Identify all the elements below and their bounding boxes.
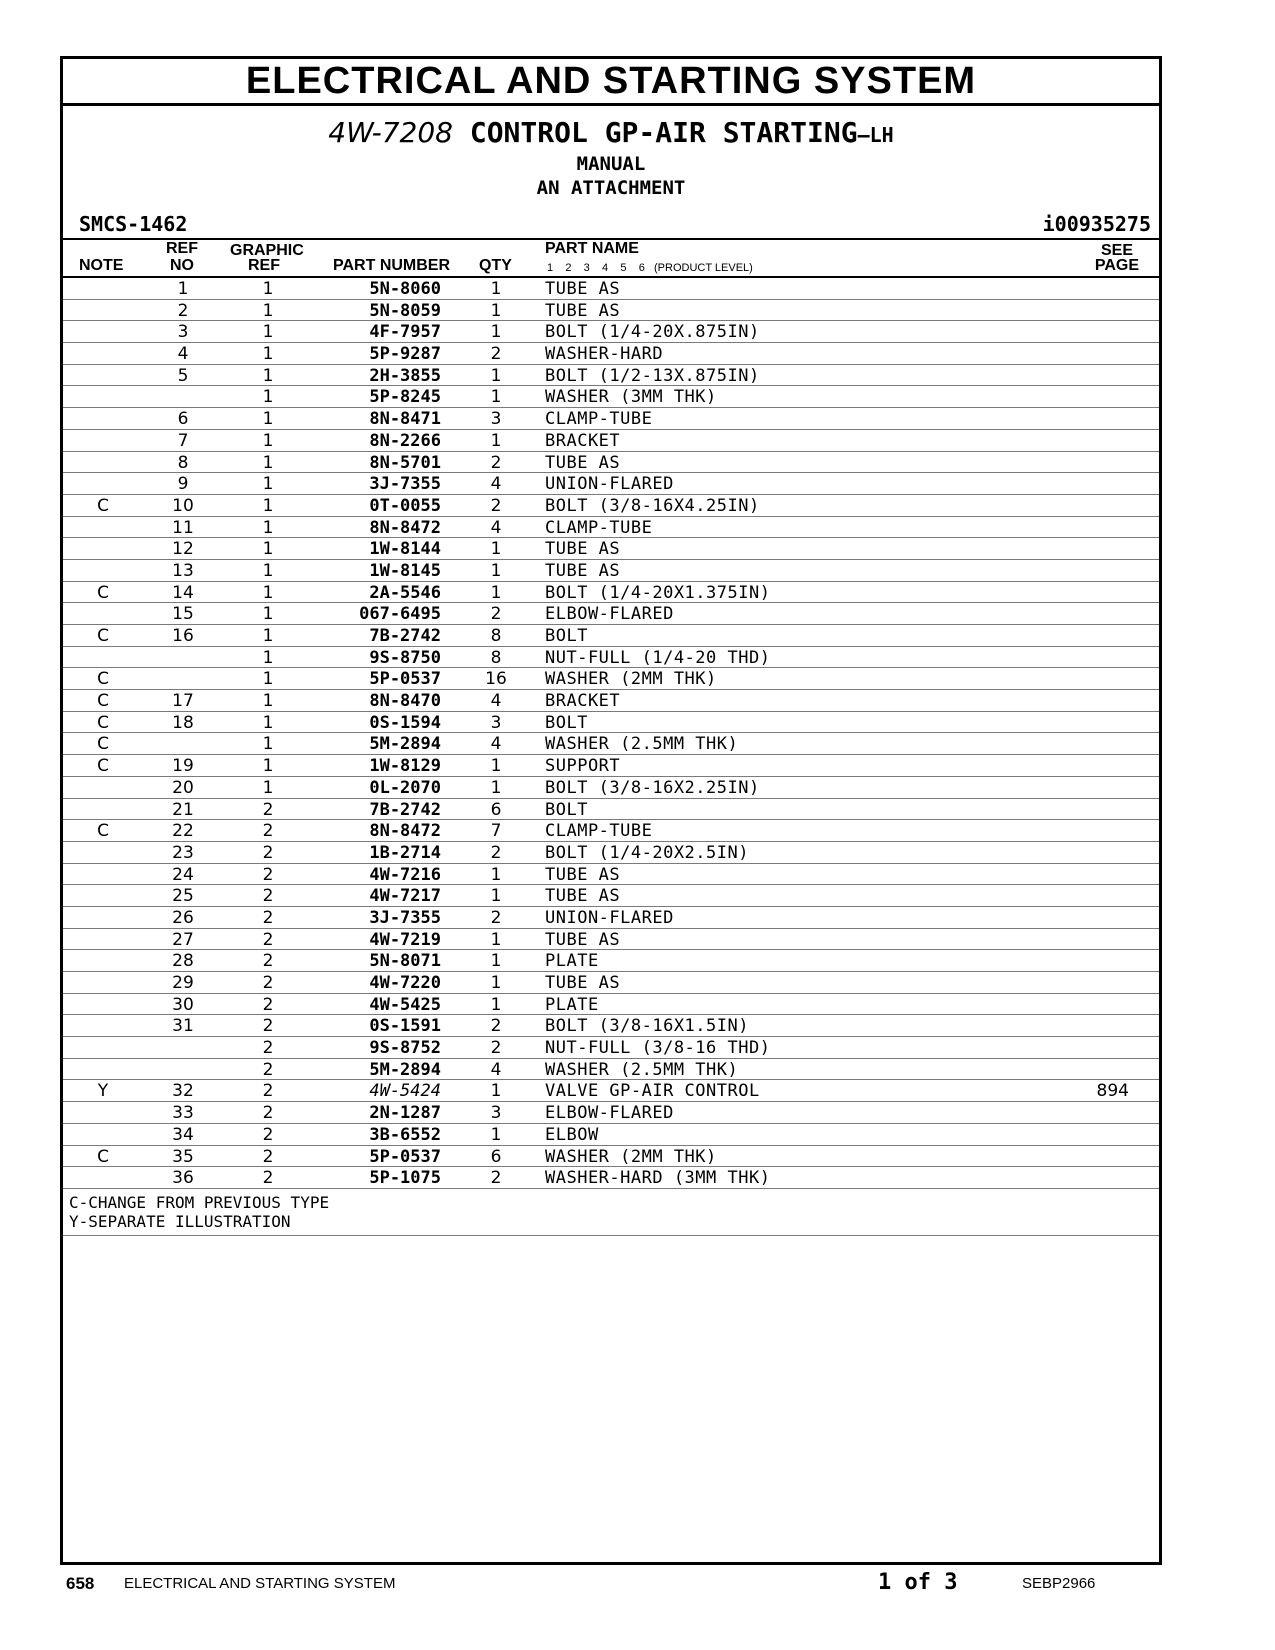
note-cell: C [97, 582, 109, 603]
part-number-cell: 0S-1594 [369, 712, 441, 733]
graphic-ref-cell: 1 [262, 452, 274, 473]
graphic-ref-cell: 2 [262, 1081, 274, 1102]
part-number-cell: 4F-7957 [369, 322, 441, 343]
part-number-cell: 8N-5701 [369, 452, 441, 473]
qty-cell: 1 [490, 929, 502, 950]
graphic-ref-cell: 1 [262, 495, 274, 516]
group-title [63, 116, 1159, 152]
ref-no-cell: 10 [172, 495, 194, 516]
part-number-cell: 5P-9287 [369, 344, 441, 365]
footer-doc: SEBP2966 [1022, 1575, 1096, 1592]
ref-no-cell: 15 [172, 604, 194, 625]
part-name-cell: ELBOW-FLARED [545, 604, 674, 625]
part-name-cell: WASHER (2.5MM THK) [545, 1059, 739, 1080]
ref-no-cell: 21 [172, 799, 194, 820]
table-row [63, 907, 1159, 929]
group-part-number: 4W-7208 [328, 116, 453, 149]
qty-cell: 2 [490, 907, 502, 928]
ref-no-cell: 30 [172, 994, 194, 1015]
table-row [63, 1037, 1159, 1059]
notes-legend [63, 1189, 1159, 1236]
part-number-cell: 7B-2742 [369, 799, 441, 820]
part-number-cell: 7B-2742 [369, 626, 441, 646]
graphic-ref-cell: 1 [262, 647, 274, 668]
note-c: C-CHANGE FROM PREVIOUS TYPE [69, 1192, 330, 1212]
ref-no-cell: 14 [172, 582, 194, 603]
col-note: NOTE [79, 257, 124, 274]
part-name-cell: TUBE AS [545, 973, 621, 993]
part-name-cell: TUBE AS [545, 279, 621, 299]
page-number: 658 [66, 1574, 95, 1593]
graphic-ref-cell: 2 [262, 1016, 274, 1037]
part-number-cell: 9S-8752 [369, 1038, 441, 1059]
table-row [63, 950, 1159, 972]
part-name-cell: BOLT (1/4-20X1.375IN) [545, 582, 771, 603]
page-frame [60, 56, 1162, 1565]
part-name-cell: VALVE GP-AIR CONTROL [545, 1081, 760, 1102]
part-number-cell: 3B-6552 [369, 1124, 441, 1145]
qty-cell: 8 [490, 647, 502, 668]
ref-no-cell: 34 [172, 1124, 194, 1145]
ref-no-cell: 4 [177, 344, 189, 365]
ref-no-cell: 25 [172, 886, 194, 907]
qty-cell: 8 [490, 626, 502, 646]
qty-cell: 2 [490, 1016, 502, 1037]
ref-no-cell: 11 [172, 517, 194, 538]
graphic-ref-cell: 2 [262, 1146, 274, 1167]
graphic-ref-cell: 1 [262, 669, 274, 690]
qty-cell: 4 [490, 734, 502, 755]
graphic-ref-cell: 1 [262, 430, 274, 451]
table-row [63, 799, 1159, 821]
qty-cell: 3 [490, 712, 502, 733]
part-name-cell: PLATE [545, 994, 599, 1015]
part-number-cell: 5N-8060 [369, 279, 441, 299]
smcs-code: SMCS-1462 [79, 212, 188, 236]
table-row [63, 430, 1159, 452]
qty-cell: 2 [490, 452, 502, 473]
graphic-ref-cell: 2 [262, 994, 274, 1015]
part-name-cell: TUBE AS [545, 886, 621, 907]
table-row [63, 343, 1159, 365]
graphic-ref-cell: 1 [262, 322, 274, 343]
note-cell: C [97, 734, 109, 755]
table-row [63, 300, 1159, 322]
table-row [63, 538, 1159, 560]
graphic-ref-cell: 1 [262, 344, 274, 365]
col-graphic-2: REF [248, 257, 280, 274]
table-row [63, 1080, 1159, 1102]
part-number-cell: 1W-8129 [369, 756, 441, 777]
part-name-cell: WASHER (2MM THK) [545, 669, 717, 690]
graphic-ref-cell: 1 [262, 409, 274, 430]
qty-cell: 1 [490, 1081, 502, 1102]
part-number-cell: 5M-2894 [369, 734, 441, 755]
part-name-cell: SUPPORT [545, 756, 621, 777]
part-name-cell: TUBE AS [545, 300, 621, 321]
qty-cell: 2 [490, 1038, 502, 1059]
qty-cell: 1 [490, 582, 502, 603]
table-row [63, 473, 1159, 495]
part-number-cell: 2A-5546 [369, 582, 441, 603]
graphic-ref-cell: 1 [262, 517, 274, 538]
graphic-ref-cell: 1 [262, 691, 274, 712]
qty-cell: 7 [490, 821, 502, 842]
table-row [63, 972, 1159, 994]
part-name-cell: ELBOW [545, 1124, 599, 1145]
table-row [63, 560, 1159, 582]
table-row [63, 1015, 1159, 1037]
qty-cell: 1 [490, 864, 502, 885]
ref-no-cell: 36 [172, 1168, 194, 1189]
qty-cell: 1 [490, 387, 502, 408]
part-number-cell: 4W-5424 [369, 1081, 441, 1102]
part-name-cell: TUBE AS [545, 539, 621, 560]
ref-no-cell: 29 [172, 973, 194, 993]
part-name-cell: NUT-FULL (3/8-16 THD) [545, 1038, 771, 1059]
page-title: ELECTRICAL AND STARTING SYSTEM [63, 59, 1159, 106]
graphic-ref-cell: 1 [262, 626, 274, 646]
part-name-cell: CLAMP-TUBE [545, 517, 653, 538]
graphic-ref-cell: 1 [262, 365, 274, 386]
part-name-cell: TUBE AS [545, 864, 621, 885]
table-row [63, 820, 1159, 842]
ref-no-cell: 27 [172, 929, 194, 950]
part-number-cell: 1B-2714 [369, 842, 441, 863]
ref-no-cell: 8 [177, 452, 189, 473]
graphic-ref-cell: 1 [262, 539, 274, 560]
qty-cell: 1 [490, 365, 502, 386]
graphic-ref-cell: 1 [262, 777, 274, 798]
graphic-ref-cell: 1 [262, 300, 274, 321]
part-number-cell: 0L-2070 [369, 777, 441, 798]
part-name-cell: TUBE AS [545, 929, 621, 950]
qty-cell: 6 [490, 1146, 502, 1167]
graphic-ref-cell: 2 [262, 1059, 274, 1080]
part-number-cell: 3J-7355 [369, 907, 441, 928]
table-row [63, 1124, 1159, 1146]
table-row [63, 994, 1159, 1016]
part-number-cell: 8N-8471 [369, 409, 441, 430]
ref-no-cell: 22 [172, 821, 194, 842]
table-row [63, 452, 1159, 474]
part-number-cell: 8N-8472 [369, 517, 441, 538]
ref-no-cell: 17 [172, 691, 194, 712]
qty-cell: 4 [490, 691, 502, 712]
graphic-ref-cell: 2 [262, 864, 274, 885]
qty-cell: 6 [490, 799, 502, 820]
table-row [63, 408, 1159, 430]
part-number-cell: 4W-5425 [369, 994, 441, 1015]
ref-no-cell: 3 [177, 322, 189, 343]
table-row [63, 1102, 1159, 1124]
note-y: Y-SEPARATE ILLUSTRATION [69, 1211, 291, 1231]
table-row [63, 321, 1159, 343]
part-name-cell: CLAMP-TUBE [545, 409, 653, 430]
table-row [63, 755, 1159, 777]
graphic-ref-cell: 1 [262, 734, 274, 755]
part-name-cell: TUBE AS [545, 452, 621, 473]
col-ref-1: REF [166, 240, 198, 257]
graphic-ref-cell: 2 [262, 1038, 274, 1059]
note-cell: C [97, 626, 109, 646]
col-see-2: PAGE [1094, 257, 1139, 274]
qty-cell: 1 [490, 756, 502, 777]
part-number-cell: 5N-8059 [369, 300, 441, 321]
graphic-ref-cell: 2 [262, 842, 274, 863]
part-name-cell: BOLT (3/8-16X1.5IN) [545, 1016, 749, 1037]
qty-cell: 1 [490, 973, 502, 993]
qty-cell: 1 [490, 322, 502, 343]
part-number-cell: 3J-7355 [369, 474, 441, 495]
part-name-cell: WASHER-HARD (3MM THK) [545, 1168, 771, 1189]
part-number-cell: 5M-2894 [369, 1059, 441, 1080]
qty-cell: 1 [490, 279, 502, 299]
part-number-cell: 5P-1075 [369, 1168, 441, 1189]
part-name-cell: BOLT [545, 712, 588, 733]
table-row [63, 625, 1159, 647]
note-cell: C [97, 712, 109, 733]
part-name-cell: WASHER-HARD [545, 344, 664, 365]
graphic-ref-cell: 1 [262, 604, 274, 625]
part-name-cell: WASHER (3MM THK) [545, 387, 717, 408]
graphic-ref-cell: 1 [262, 582, 274, 603]
part-number-cell: 1W-8144 [369, 539, 441, 560]
part-number-cell: 5P-0537 [369, 1146, 441, 1167]
qty-cell: 1 [490, 560, 502, 581]
graphic-ref-cell: 1 [262, 474, 274, 495]
qty-cell: 4 [490, 474, 502, 495]
graphic-ref-cell: 2 [262, 1103, 274, 1124]
ref-no-cell: 6 [177, 409, 189, 430]
qty-cell: 2 [490, 495, 502, 516]
qty-cell: 1 [490, 430, 502, 451]
ref-no-cell: 33 [172, 1103, 194, 1124]
part-number-cell: 2H-3855 [369, 365, 441, 386]
ref-no-cell: 18 [172, 712, 194, 733]
ref-no-cell: 35 [172, 1146, 194, 1167]
part-name-cell: TUBE AS [545, 560, 621, 581]
table-row [63, 929, 1159, 951]
table-row [63, 777, 1159, 799]
qty-cell: 16 [485, 669, 507, 690]
table-row [63, 517, 1159, 539]
table-header [63, 238, 1159, 278]
table-row [63, 733, 1159, 755]
part-number-cell: 4W-7217 [369, 886, 441, 907]
note-cell: C [97, 1146, 109, 1167]
qty-cell: 1 [490, 951, 502, 972]
part-number-cell: 4W-7220 [369, 973, 441, 993]
note-cell: C [97, 691, 109, 712]
table-row [63, 603, 1159, 625]
table-row [63, 668, 1159, 690]
graphic-ref-cell: 2 [262, 799, 274, 820]
ref-no-cell: 24 [172, 864, 194, 885]
qty-cell: 2 [490, 344, 502, 365]
ref-no-cell: 20 [172, 777, 194, 798]
ref-no-cell: 5 [177, 365, 189, 386]
ref-no-cell: 23 [172, 842, 194, 863]
sub-line-attachment: AN ATTACHMENT [536, 177, 686, 199]
part-number-cell: 0S-1591 [369, 1016, 441, 1037]
part-name-cell: UNION-FLARED [545, 474, 674, 495]
part-name-cell: NUT-FULL (1/4-20 THD) [545, 647, 771, 668]
qty-cell: 3 [490, 409, 502, 430]
ref-no-cell: 16 [172, 626, 194, 646]
graphic-ref-cell: 2 [262, 929, 274, 950]
graphic-ref-cell: 2 [262, 1124, 274, 1145]
note-cell: C [97, 495, 109, 516]
parts-table-body [63, 278, 1159, 1189]
table-row [63, 885, 1159, 907]
part-name-cell: PLATE [545, 951, 599, 972]
part-number-cell: 8N-8472 [369, 821, 441, 842]
qty-cell: 1 [490, 777, 502, 798]
ref-no-cell: 2 [177, 300, 189, 321]
table-row [63, 1167, 1159, 1189]
graphic-ref-cell: 2 [262, 886, 274, 907]
qty-cell: 1 [490, 300, 502, 321]
part-name-cell: BOLT [545, 626, 588, 646]
ref-no-cell: 19 [172, 756, 194, 777]
graphic-ref-cell: 1 [262, 712, 274, 733]
part-name-cell: WASHER (2.5MM THK) [545, 734, 739, 755]
qty-cell: 4 [490, 517, 502, 538]
part-number-cell: 2N-1287 [369, 1103, 441, 1124]
table-row [63, 582, 1159, 604]
col-qty: QTY [479, 257, 512, 274]
ref-no-cell: 9 [177, 474, 189, 495]
col-part-name: PART NAME [545, 240, 639, 257]
qty-cell: 1 [490, 886, 502, 907]
part-name-cell: BOLT (3/8-16X2.25IN) [545, 777, 760, 798]
table-row [63, 712, 1159, 734]
table-row [63, 365, 1159, 387]
table-row [63, 647, 1159, 669]
graphic-ref-cell: 2 [262, 907, 274, 928]
doc-id: i00935275 [1042, 212, 1151, 236]
col-product-levels: 1 2 3 4 5 6 (PRODUCT LEVEL) [547, 262, 753, 274]
see-page-cell: 894 [1096, 1081, 1129, 1102]
group-suffix: —LH [857, 123, 894, 147]
col-part-number: PART NUMBER [333, 257, 451, 274]
part-number-cell: 067-6495 [359, 604, 441, 625]
part-name-cell: BOLT [545, 799, 588, 820]
qty-cell: 4 [490, 1059, 502, 1080]
col-graphic-1: GRAPHIC [230, 242, 304, 259]
part-name-cell: ELBOW-FLARED [545, 1103, 674, 1124]
table-row [63, 864, 1159, 886]
group-name: CONTROL GP-AIR STARTING [452, 116, 858, 149]
part-name-cell: BOLT (1/2-13X.875IN) [545, 365, 760, 386]
qty-cell: 1 [490, 994, 502, 1015]
col-ref-2: NO [170, 257, 194, 274]
qty-cell: 1 [490, 539, 502, 560]
graphic-ref-cell: 2 [262, 973, 274, 993]
smcs-row [63, 208, 1159, 238]
part-name-cell: BRACKET [545, 430, 621, 451]
table-row [63, 1146, 1159, 1168]
ref-no-cell: 7 [177, 430, 189, 451]
note-cell: C [97, 821, 109, 842]
part-name-cell: BOLT (1/4-20X.875IN) [545, 322, 760, 343]
part-number-cell: 0T-0055 [369, 495, 441, 516]
graphic-ref-cell: 1 [262, 279, 274, 299]
graphic-ref-cell: 2 [262, 821, 274, 842]
part-name-cell: CLAMP-TUBE [545, 821, 653, 842]
part-number-cell: 4W-7219 [369, 929, 441, 950]
part-name-cell: UNION-FLARED [545, 907, 674, 928]
note-cell: C [97, 669, 109, 690]
ref-no-cell: 32 [172, 1081, 194, 1102]
ref-no-cell: 26 [172, 907, 194, 928]
qty-cell: 1 [490, 1124, 502, 1145]
table-row [63, 495, 1159, 517]
qty-cell: 2 [490, 1168, 502, 1189]
ref-no-cell: 28 [172, 951, 194, 972]
graphic-ref-cell: 1 [262, 756, 274, 777]
table-row [63, 1059, 1159, 1081]
graphic-ref-cell: 2 [262, 951, 274, 972]
part-number-cell: 9S-8750 [369, 647, 441, 668]
part-number-cell: 8N-8470 [369, 691, 441, 712]
ref-no-cell: 12 [172, 539, 194, 560]
part-name-cell: BOLT (3/8-16X4.25IN) [545, 495, 760, 516]
footer-section: ELECTRICAL AND STARTING SYSTEM [124, 1575, 396, 1592]
ref-no-cell: 13 [172, 560, 194, 581]
part-number-cell: 5P-8245 [369, 387, 441, 408]
note-cell: C [97, 756, 109, 777]
part-number-cell: 8N-2266 [369, 430, 441, 451]
sheet-count: 1 of 3 [878, 1570, 958, 1595]
graphic-ref-cell: 1 [262, 560, 274, 581]
table-row [63, 386, 1159, 408]
part-number-cell: 5P-0537 [369, 669, 441, 690]
part-number-cell: 5N-8071 [369, 951, 441, 972]
table-row [63, 842, 1159, 864]
sub-line-manual: MANUAL [576, 153, 646, 175]
part-name-cell: WASHER (2MM THK) [545, 1146, 717, 1167]
col-see-1: SEE [1100, 242, 1133, 259]
ref-no-cell: 1 [177, 279, 189, 299]
page-footer [0, 1570, 1275, 1600]
table-row [63, 278, 1159, 300]
table-row [63, 690, 1159, 712]
ref-no-cell: 31 [172, 1016, 194, 1037]
graphic-ref-cell: 1 [262, 387, 274, 408]
part-name-cell: BRACKET [545, 691, 621, 712]
qty-cell: 2 [490, 842, 502, 863]
graphic-ref-cell: 2 [262, 1168, 274, 1189]
part-name-cell: BOLT (1/4-20X2.5IN) [545, 842, 749, 863]
note-cell: Y [97, 1081, 109, 1102]
part-number-cell: 1W-8145 [369, 560, 441, 581]
qty-cell: 2 [490, 604, 502, 625]
qty-cell: 3 [490, 1103, 502, 1124]
part-number-cell: 4W-7216 [369, 864, 441, 885]
